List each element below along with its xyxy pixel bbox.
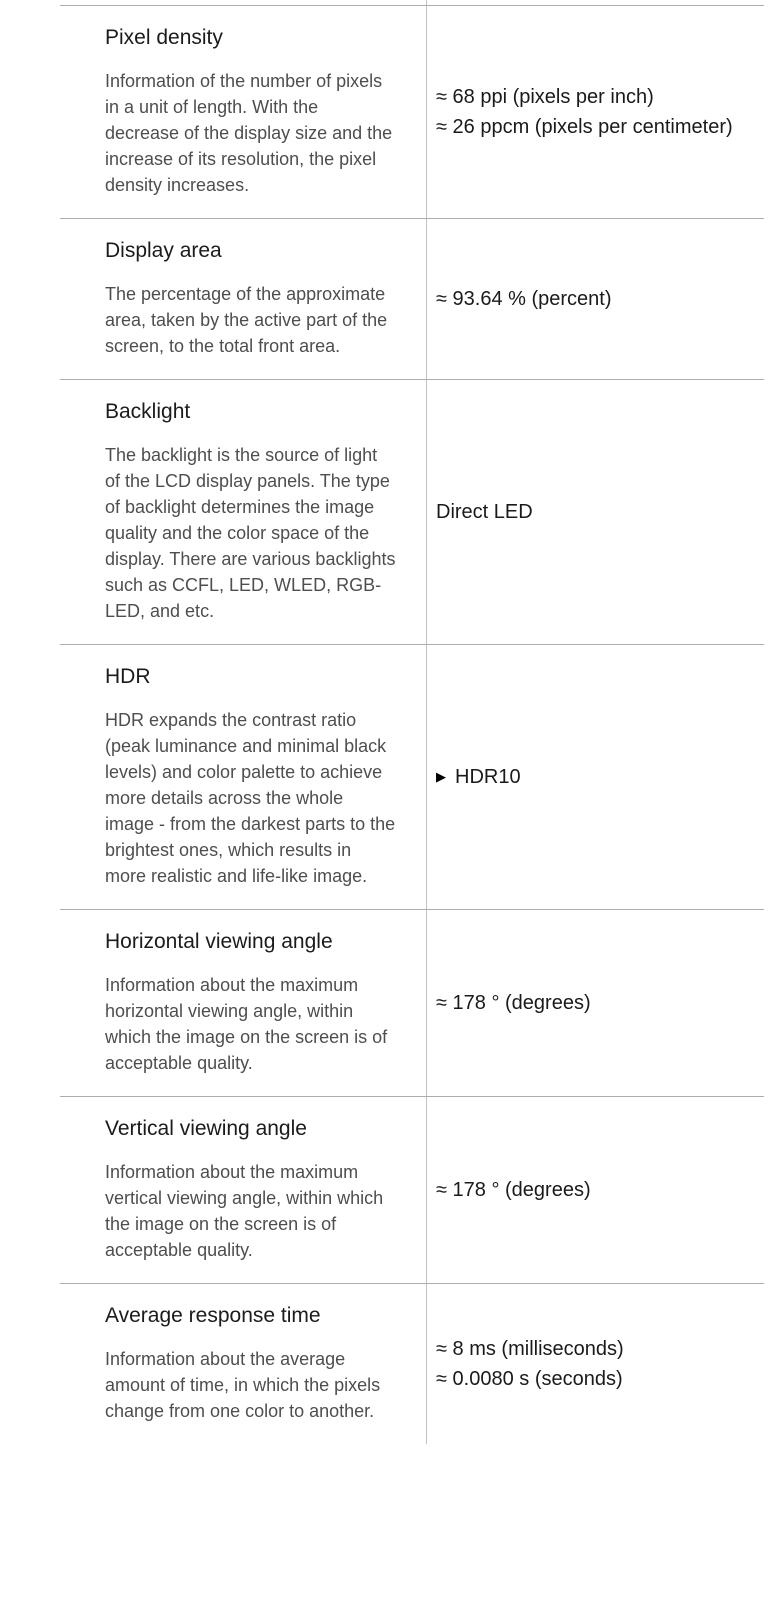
- value-line: ≈ 178 ° (degrees): [436, 1179, 591, 1201]
- spec-row: [60, 379, 764, 644]
- value-line: ≈ 26 ppcm (pixels per centimeter): [436, 116, 733, 138]
- value-line[interactable]: [436, 762, 744, 792]
- term-cell: [60, 219, 427, 379]
- specs-table: [60, 0, 764, 1444]
- term-description: Information of the number of pixels in a unit of length. With the decrease of the display size and the increase of its resolution, the pixel density increases.: [105, 71, 393, 195]
- value-cell: [427, 1284, 764, 1444]
- value-line: ≈ 0.0080 s (seconds): [436, 1368, 623, 1390]
- term-label: Pixel density: [105, 26, 223, 49]
- term-description: The percentage of the approximate area, taken by the active part of the screen, to the total front area.: [105, 284, 388, 356]
- term-cell: [60, 0, 427, 5]
- spec-row: [60, 644, 764, 909]
- value-line: ≈ 178 ° (degrees): [436, 992, 591, 1014]
- term-description: Information about the average amount of time, in which the pixels change from one color to another.: [105, 1349, 381, 1421]
- spec-row: [60, 218, 764, 379]
- spec-row: [60, 1283, 764, 1444]
- term-label: HDR: [105, 665, 151, 688]
- term-label: Backlight: [105, 400, 191, 423]
- value-cell: [427, 6, 764, 218]
- value-cell: [427, 1097, 764, 1283]
- term-label: Display area: [105, 239, 222, 262]
- value-line: ≈ 8 ms (milliseconds): [436, 1338, 624, 1360]
- term-description: The backlight is the source of light of the LCD display panels. The type of backlight determines the image quality and the color space of the display. There are various backlights such as CCFL, LED, WLED, RGB-LED, and etc.: [105, 445, 396, 621]
- spec-row: [60, 5, 764, 218]
- term-cell: [60, 6, 427, 218]
- expand-triangle-icon: ▶: [436, 769, 446, 784]
- spec-row: [60, 1096, 764, 1283]
- value-line: Direct LED: [436, 501, 533, 523]
- term-description: Information about the maximum vertical viewing angle, within which the image on the screen is of acceptable quality.: [105, 1162, 384, 1260]
- value-text: HDR10: [455, 766, 521, 788]
- value-line: ≈ 93.64 % (percent): [436, 288, 612, 310]
- term-cell: [60, 1097, 427, 1283]
- term-description: HDR expands the contrast ratio (peak luminance and minimal black levels) and color palette to achieve more details across the whole image - from the darkest parts to the brightest ones, which results in more realistic and life-like image.: [105, 710, 396, 886]
- term-description: Information about the maximum horizontal viewing angle, within which the image on the screen is of acceptable quality.: [105, 975, 388, 1073]
- spec-row: [60, 909, 764, 1096]
- value-cell: [427, 645, 764, 909]
- value-line: ≈ 68 ppi (pixels per inch): [436, 86, 654, 108]
- term-label: Vertical viewing angle: [105, 1117, 307, 1140]
- value-cell: [427, 219, 764, 379]
- value-cell: [427, 0, 764, 5]
- term-cell: [60, 1284, 427, 1444]
- term-cell: [60, 910, 427, 1096]
- term-label: Horizontal viewing angle: [105, 930, 333, 953]
- value-cell: [427, 910, 764, 1096]
- value-cell: [427, 380, 764, 644]
- term-cell: [60, 380, 427, 644]
- term-cell: [60, 645, 427, 909]
- table-top-sliver-row: [60, 0, 764, 5]
- term-label: Average response time: [105, 1304, 321, 1327]
